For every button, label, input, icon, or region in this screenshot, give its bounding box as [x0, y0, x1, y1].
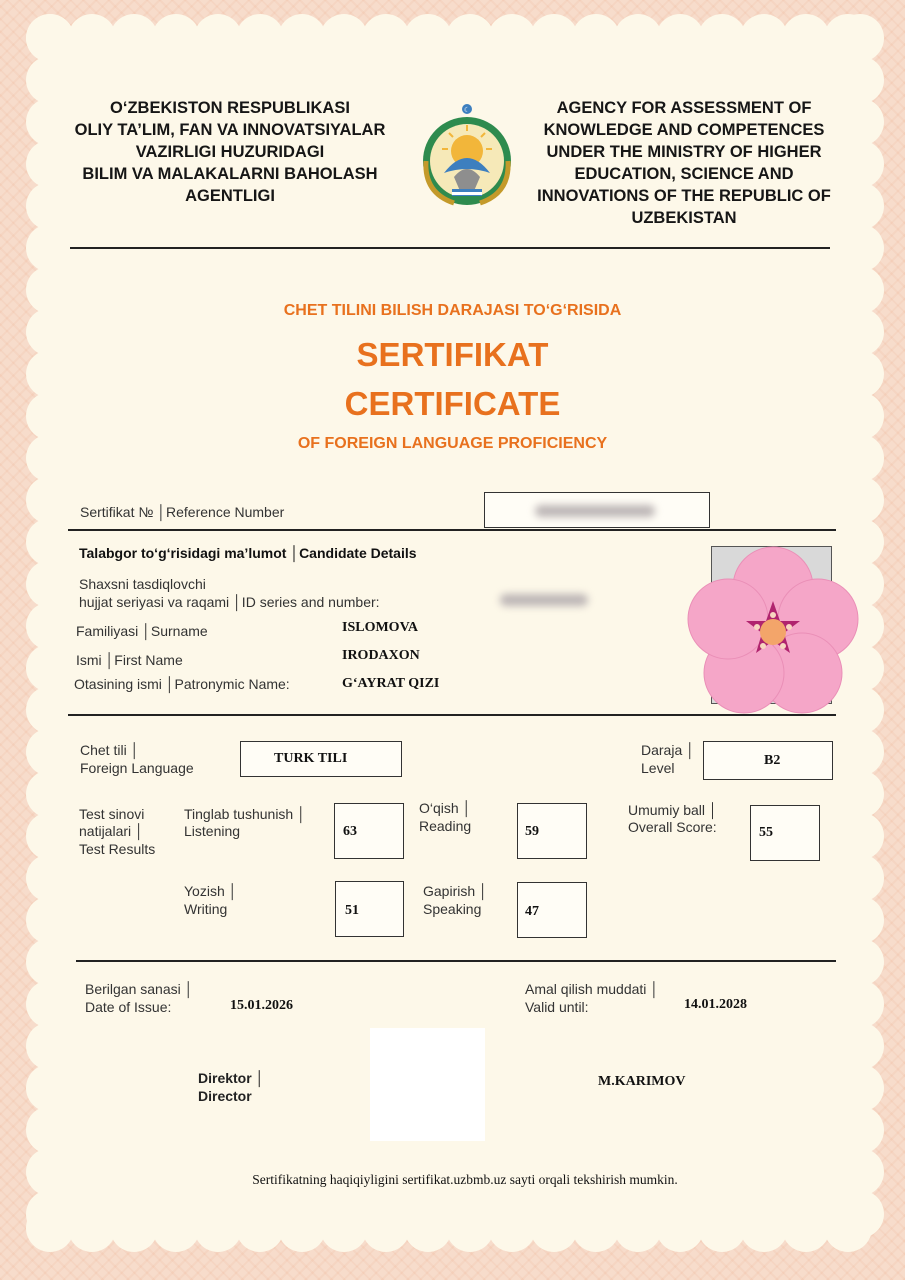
redacted-reference-number: [535, 505, 655, 517]
reading-score: 59: [525, 824, 539, 839]
header-left-line: O‘ZBEKISTON RESPUBLIKASI: [110, 99, 350, 117]
verification-note: Sertifikatning haqiqiyligini sertifikat.uzbmb.uz sayti orqali tekshirish mumkin.: [252, 1172, 678, 1187]
language-value: TURK TILI: [274, 751, 348, 766]
id-label-line-2: hujjat seriyasi va raqami │ID series and number:: [79, 594, 380, 610]
issue-date-value: 15.01.2026: [230, 998, 293, 1013]
issue-date-label-line-1: Berilgan sanasi │: [85, 981, 194, 997]
candidate-section-title: Talabgor to‘g‘risidagi ma’lumot │Candidate Details: [79, 545, 417, 561]
director-name: M.KARIMOV: [598, 1074, 686, 1089]
reference-number-box: [484, 492, 710, 528]
header-right-line: EDUCATION, SCIENCE AND: [574, 165, 794, 183]
header-left: [55, 97, 405, 207]
header-left-line: AGENTLIGI: [185, 187, 275, 205]
header-right-line: KNOWLEDGE AND COMPETENCES: [543, 121, 825, 139]
writing-score: 51: [345, 903, 359, 918]
listening-score: 63: [343, 824, 357, 839]
candidate-divider: [68, 714, 836, 716]
results-label-line-2: natijalari │: [79, 823, 144, 839]
listening-label-line-1: Tinglab tushunish │: [184, 806, 306, 822]
level-value: B2: [764, 753, 781, 768]
results-divider: [76, 960, 836, 962]
header-right-line: UZBEKISTAN: [631, 209, 737, 227]
overall-label-line-1: Umumiy ball │: [628, 802, 718, 818]
certificate-title-en: CERTIFICATE: [344, 385, 561, 422]
surname-label: Familiyasi │Surname: [76, 623, 208, 639]
speaking-score: 47: [525, 904, 539, 919]
header-left-line: BILIM VA MALAKALARNI BAHOLASH: [82, 165, 378, 183]
redacted-id-number: [500, 594, 588, 606]
writing-label-line-2: Writing: [184, 901, 228, 917]
overall-label-line-2: Overall Score:: [628, 819, 717, 835]
redacted-signature: [370, 1028, 485, 1141]
header-right-line: AGENCY FOR ASSESSMENT OF: [556, 99, 812, 117]
results-label-line-3: Test Results: [79, 841, 156, 857]
flower-sticker-icon: [686, 545, 860, 717]
overall-score: 55: [759, 825, 773, 840]
valid-until-value: 14.01.2028: [684, 997, 747, 1012]
certificate-title-uz: SERTIFIKAT: [356, 336, 549, 373]
patronymic-value: G‘AYRAT QIZI: [342, 676, 440, 691]
reference-divider: [68, 529, 836, 531]
id-label-line-1: Shaxsni tasdiqlovchi: [79, 576, 206, 592]
director-label-line-2: Director: [198, 1088, 252, 1104]
listening-label-line-2: Listening: [184, 823, 241, 839]
valid-until-label-line-1: Amal qilish muddati │: [525, 981, 660, 997]
header-divider: [70, 247, 830, 249]
state-emblem-icon: [414, 103, 520, 213]
header-right-line: UNDER THE MINISTRY OF HIGHER: [546, 143, 822, 161]
level-label-line-2: Level: [641, 760, 675, 776]
first-name-label: Ismi │First Name: [76, 652, 183, 668]
results-label-line-1: Test sinovi: [79, 806, 145, 822]
director-label-line-1: Direktor │: [198, 1070, 265, 1086]
patronymic-label: Otasining ismi │Patronymic Name:: [74, 676, 290, 692]
language-label-line-2: Foreign Language: [80, 760, 194, 776]
speaking-label-line-1: Gapirish │: [423, 883, 488, 899]
speaking-label-line-2: Speaking: [423, 901, 482, 917]
header-left-line: VAZIRLIGI HUZURIDAGI: [135, 143, 325, 161]
header-left-line: OLIY TA’LIM, FAN VA INNOVATSIYALAR: [74, 121, 386, 139]
writing-label-line-1: Yozish │: [184, 883, 238, 899]
valid-until-label-line-2: Valid until:: [525, 999, 589, 1015]
reading-label-line-2: Reading: [419, 818, 472, 834]
reading-label-line-1: O‘qish │: [419, 800, 472, 816]
svg-text:☾: ☾: [463, 107, 471, 114]
header-right: [525, 97, 843, 229]
header-right-line: INNOVATIONS OF THE REPUBLIC OF: [537, 187, 831, 205]
first-name-value: IRODAXON: [342, 648, 420, 663]
surname-value: ISLOMOVA: [342, 620, 418, 635]
reference-number-label: Sertifikat № │Reference Number: [80, 504, 285, 520]
level-label-line-1: Daraja │: [641, 742, 695, 758]
issue-date-label-line-2: Date of Issue:: [85, 999, 172, 1015]
certificate-subtitle-top: CHET TILINI BILISH DARAJASI TO‘G‘RISIDA: [283, 302, 622, 319]
certificate-subtitle-bottom: OF FOREIGN LANGUAGE PROFICIENCY: [297, 435, 608, 452]
language-label-line-1: Chet tili │: [80, 742, 140, 758]
